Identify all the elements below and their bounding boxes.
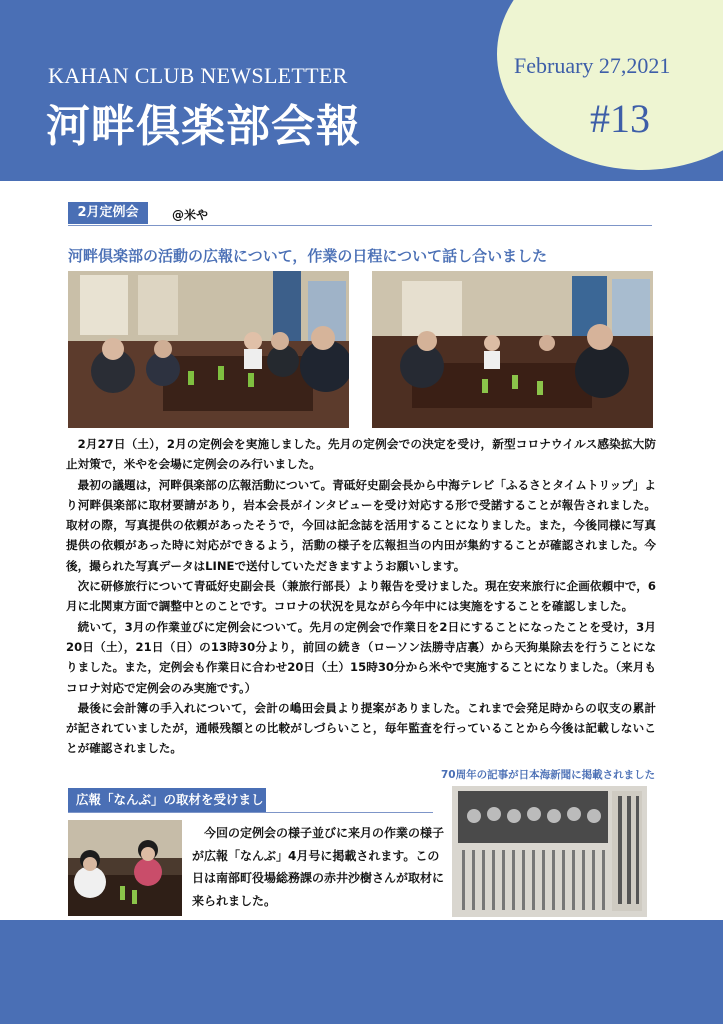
issue-date: February 27,2021	[514, 53, 671, 78]
date-badge-oval	[497, 0, 723, 170]
paragraph: 最初の議題は，河畔倶楽部の広報活動について。青砥好史副会長から中海テレビ「ふるさとタイムトリップ」より河畔倶楽部に取材要請があり，岩本会長がインタビューを受け対応する形で受諾することが報告されました。取材の際，写真提供の依頼があったそうで，今回は記念誌を活用することになりました。また，今後同様に写真提供の依頼があった時に対応ができるよう，活動の様子を広報担当の内田が集約することが確認されました。今後，撮られた写真データはLINEで送付していただきますようお願いします。	[66, 477, 656, 573]
meeting-photo-right	[372, 271, 653, 428]
section-divider	[68, 225, 652, 226]
coverage-text	[192, 822, 444, 912]
newspaper-caption: 70周年の記事が日本海新聞に掲載されました	[441, 769, 656, 781]
newsletter-title-en: KAHAN CLUB NEWSLETTER	[48, 63, 348, 88]
meeting-photo-left	[68, 271, 349, 428]
paragraph: 続いて，3月の作業並びに定例会について。先月の定例会で作業日を2日にすることになったことを受け，3月20日（土），21日（日）の13時30分より，前回の続き（ローソン法勝寺店裏）から天狗巣除去を行うことになりました。また，定例会も作業日に合わせ20日（土）15時30分から米やで実施することになりました。（来月もコロナ対応で定例会のみ実施です。）	[66, 619, 656, 695]
section-label-coverage: 広報「なんぶ」の取材を受けまし	[68, 788, 266, 812]
newsletter-title-jp: 河畔倶楽部会報	[46, 101, 361, 152]
paragraph: 次に研修旅行について青砥好史副会長（兼旅行部長）より報告を受けました。現在安来旅行に企画依頼中で，6月に北関東方面で調整中とのことです。コロナの状況を見ながら今年中には実施をすることを確認しました。	[66, 579, 656, 614]
paragraph: 2月27日（土），2月の定例会を実施しました。先月の定例会での決定を受け，新型コロナウイルス感染拡大防止対策で，米やを会場に定例会のみ行いました。	[66, 437, 656, 472]
interview-photo	[68, 820, 182, 916]
paragraph: 今回の定例会の様子並びに来月の作業の様子が広報「なんぶ」4月号に掲載されます。この日は南部町役場総務課の赤井沙樹さんが取材に来られました。	[192, 826, 445, 908]
paragraph: 最後に会計簿の手入れについて，会計の嶋田会員より提案がありました。これまで会発足時からの収支の累計が記されていましたが，通帳残額との比較がしづらいこと，毎年監査を行っていることから今後は記載しないことが確認されました。	[66, 700, 656, 756]
section-label-meeting: 2月定例会	[68, 202, 148, 224]
section-divider	[68, 812, 433, 813]
newsletter-header	[0, 0, 723, 181]
newspaper-clipping-photo	[452, 786, 647, 917]
newsletter-footer	[0, 920, 723, 1024]
meeting-venue: @米や	[172, 208, 209, 222]
article-headline: 河畔倶楽部の活動の広報について，作業の日程について話し合いました	[68, 247, 548, 265]
issue-number: #13	[590, 96, 650, 141]
meeting-report-text	[66, 434, 656, 759]
